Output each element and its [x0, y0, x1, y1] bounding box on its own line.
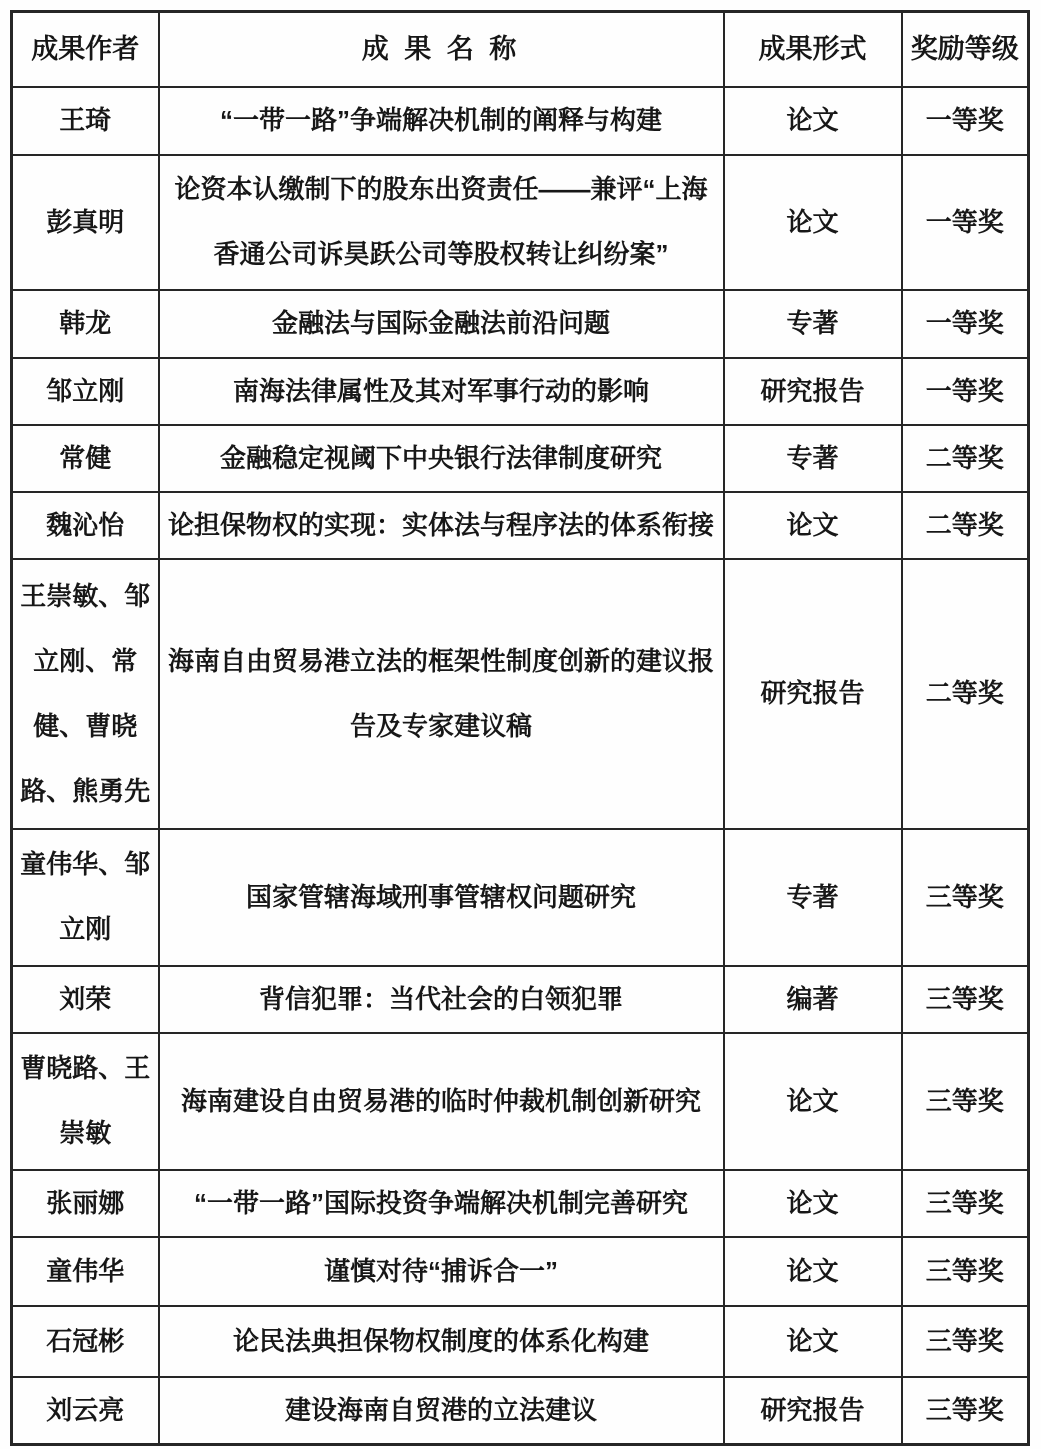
table-row — [12, 1306, 1029, 1377]
level-cell: 一等奖 — [902, 358, 1029, 425]
level-cell: 三等奖 — [902, 1237, 1029, 1306]
level-cell: 一等奖 — [902, 290, 1029, 358]
col-header-level: 奖励等级 — [902, 12, 1029, 87]
name-cell: 金融稳定视阈下中央银行法律制度研究 — [159, 425, 724, 492]
name-cell: “一带一路”国际投资争端解决机制完善研究 — [159, 1170, 724, 1237]
table-row — [12, 559, 1029, 829]
name-cell: 谨慎对待“捕诉合一” — [159, 1237, 724, 1306]
level-cell: 三等奖 — [902, 1377, 1029, 1445]
level-cell: 三等奖 — [902, 966, 1029, 1033]
form-cell: 研究报告 — [724, 559, 902, 829]
table-row — [12, 1170, 1029, 1237]
table-row — [12, 1237, 1029, 1306]
name-cell: 南海法律属性及其对军事行动的影响 — [159, 358, 724, 425]
table-row — [12, 966, 1029, 1033]
form-cell: 论文 — [724, 87, 902, 155]
author-cell: 王崇敏、邹立刚、常健、曹晓路、熊勇先 — [12, 559, 159, 829]
name-cell: 海南建设自由贸易港的临时仲裁机制创新研究 — [159, 1033, 724, 1170]
form-cell: 论文 — [724, 1170, 902, 1237]
level-cell: 三等奖 — [902, 829, 1029, 966]
author-cell: 王琦 — [12, 87, 159, 155]
form-cell: 论文 — [724, 155, 902, 290]
author-cell: 童伟华 — [12, 1237, 159, 1306]
name-cell: 国家管辖海域刑事管辖权问题研究 — [159, 829, 724, 966]
table-row — [12, 290, 1029, 358]
level-cell: 三等奖 — [902, 1170, 1029, 1237]
awards-table — [10, 10, 1030, 1446]
author-cell: 张丽娜 — [12, 1170, 159, 1237]
name-cell: 海南自由贸易港立法的框架性制度创新的建议报告及专家建议稿 — [159, 559, 724, 829]
table-header — [12, 12, 1029, 87]
author-cell: 童伟华、邹立刚 — [12, 829, 159, 966]
form-cell: 专著 — [724, 290, 902, 358]
name-cell: 论民法典担保物权制度的体系化构建 — [159, 1306, 724, 1377]
form-cell: 论文 — [724, 492, 902, 559]
table-body — [12, 87, 1029, 1445]
form-cell: 专著 — [724, 829, 902, 966]
form-cell: 论文 — [724, 1237, 902, 1306]
table-row — [12, 87, 1029, 155]
author-cell: 刘云亮 — [12, 1377, 159, 1445]
author-cell: 邹立刚 — [12, 358, 159, 425]
author-cell: 曹晓路、王崇敏 — [12, 1033, 159, 1170]
author-cell: 常健 — [12, 425, 159, 492]
form-cell: 编著 — [724, 966, 902, 1033]
table-row — [12, 155, 1029, 290]
form-cell: 专著 — [724, 425, 902, 492]
table-row — [12, 1033, 1029, 1170]
form-cell: 研究报告 — [724, 1377, 902, 1445]
table-row — [12, 1377, 1029, 1445]
name-cell: 论资本认缴制下的股东出资责任——兼评“上海香通公司诉昊跃公司等股权转让纠纷案” — [159, 155, 724, 290]
table-row — [12, 425, 1029, 492]
author-cell: 石冠彬 — [12, 1306, 159, 1377]
level-cell: 一等奖 — [902, 155, 1029, 290]
col-header-name: 成 果 名 称 — [159, 12, 724, 87]
name-cell: 背信犯罪：当代社会的白领犯罪 — [159, 966, 724, 1033]
form-cell: 研究报告 — [724, 358, 902, 425]
level-cell: 二等奖 — [902, 559, 1029, 829]
level-cell: 二等奖 — [902, 492, 1029, 559]
table-row — [12, 358, 1029, 425]
name-cell: “一带一路”争端解决机制的阐释与构建 — [159, 87, 724, 155]
author-cell: 刘荣 — [12, 966, 159, 1033]
form-cell: 论文 — [724, 1033, 902, 1170]
header-row — [12, 12, 1029, 87]
author-cell: 魏沁怡 — [12, 492, 159, 559]
name-cell: 论担保物权的实现：实体法与程序法的体系衔接 — [159, 492, 724, 559]
level-cell: 一等奖 — [902, 87, 1029, 155]
name-cell: 建设海南自贸港的立法建议 — [159, 1377, 724, 1445]
level-cell: 二等奖 — [902, 425, 1029, 492]
table-row — [12, 492, 1029, 559]
col-header-author: 成果作者 — [12, 12, 159, 87]
level-cell: 三等奖 — [902, 1033, 1029, 1170]
author-cell: 彭真明 — [12, 155, 159, 290]
col-header-form: 成果形式 — [724, 12, 902, 87]
name-cell: 金融法与国际金融法前沿问题 — [159, 290, 724, 358]
author-cell: 韩龙 — [12, 290, 159, 358]
table-row — [12, 829, 1029, 966]
form-cell: 论文 — [724, 1306, 902, 1377]
level-cell: 三等奖 — [902, 1306, 1029, 1377]
